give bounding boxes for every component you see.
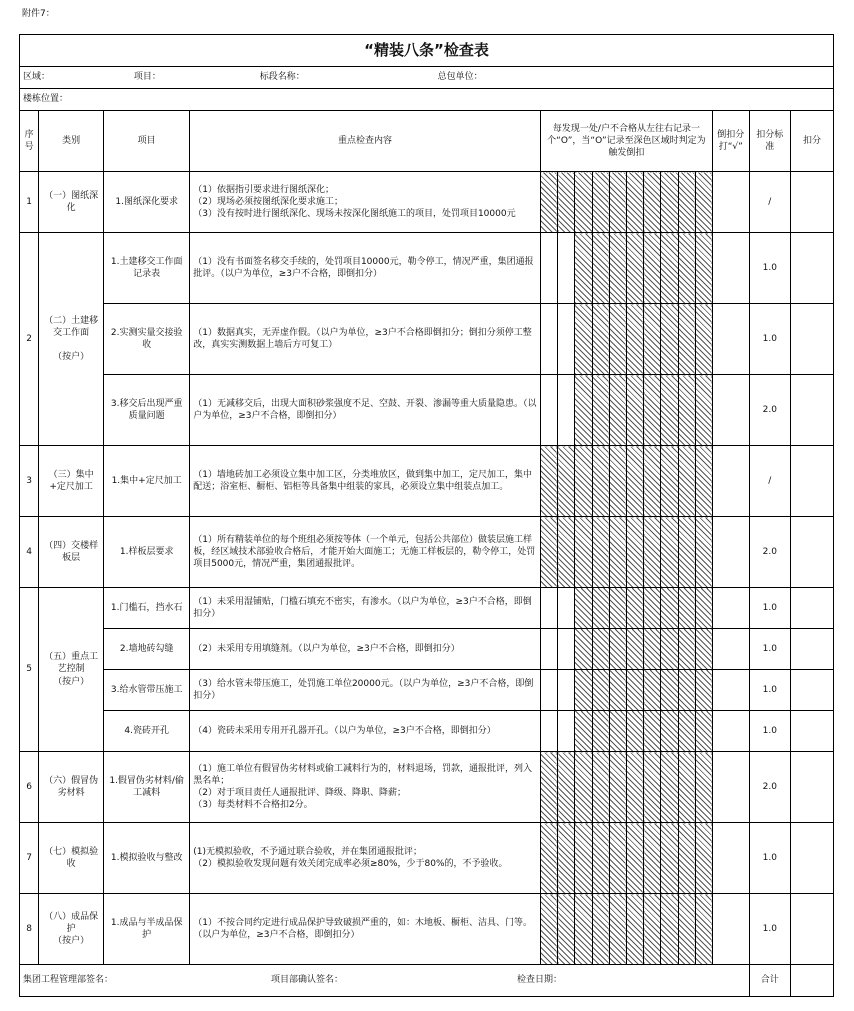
row-deduct-cell[interactable]	[791, 670, 834, 711]
total-label: 合计	[749, 965, 791, 997]
record-cell[interactable]	[609, 823, 626, 894]
header-standard: 扣分标准	[749, 111, 791, 172]
record-cell[interactable]	[626, 304, 643, 375]
table-row	[20, 446, 834, 517]
header-record: 每发现一处/户不合格从左往右记录一个“O”，当“O”记录至深色区域时判定为触发倒扣	[540, 111, 712, 172]
footer-row	[20, 965, 834, 997]
record-cell[interactable]	[644, 670, 661, 711]
record-cell[interactable]	[695, 172, 712, 233]
row-item: 2.实测实量交接验收	[104, 304, 190, 375]
row-content: （2）未采用专用填缝剂。（以户为单位，≥3户不合格，即倒扣分）	[190, 629, 541, 670]
record-cell[interactable]	[540, 446, 557, 517]
row-standard: 1.0	[749, 894, 791, 965]
row-standard: 1.0	[749, 588, 791, 629]
record-cell[interactable]	[695, 517, 712, 588]
record-cell[interactable]	[695, 629, 712, 670]
record-cell[interactable]	[558, 172, 575, 233]
row-category: （八）成品保护 （按户）	[39, 894, 104, 965]
reverse-checkbox-cell[interactable]	[713, 517, 749, 588]
record-cell[interactable]	[626, 588, 643, 629]
record-cell[interactable]	[575, 670, 592, 711]
row-deduct-cell[interactable]	[791, 629, 834, 670]
reverse-checkbox-cell[interactable]	[713, 670, 749, 711]
table-row	[20, 304, 834, 375]
record-cell[interactable]	[609, 588, 626, 629]
record-cell[interactable]	[626, 670, 643, 711]
table-row	[20, 588, 834, 629]
row-item: 1.土建移交工作面记录表	[104, 233, 190, 304]
header-content: 重点检查内容	[190, 111, 541, 172]
record-cell[interactable]	[644, 172, 661, 233]
row-category: （三）集中+定尺加工	[39, 446, 104, 517]
row-deduct-cell[interactable]	[791, 304, 834, 375]
record-cell[interactable]	[661, 629, 678, 670]
record-cell[interactable]	[644, 446, 661, 517]
table-row	[20, 823, 834, 894]
row-content: （3）给水管未带压施工，处罚施工单位20000元。（以户为单位，≥3户不合格，即倒扣分）	[190, 670, 541, 711]
row-seq: 5	[20, 588, 39, 752]
record-cell[interactable]	[609, 446, 626, 517]
record-cell[interactable]	[540, 304, 557, 375]
row-deduct-cell[interactable]	[791, 446, 834, 517]
area-label: 区域：	[23, 72, 51, 83]
record-cell[interactable]	[661, 375, 678, 446]
record-cell[interactable]	[661, 670, 678, 711]
record-cell[interactable]	[678, 446, 695, 517]
header-item: 项目	[104, 111, 190, 172]
row-deduct-cell[interactable]	[791, 588, 834, 629]
row-deduct-cell[interactable]	[791, 823, 834, 894]
row-item: 1.门槛石，挡水石	[104, 588, 190, 629]
record-cell[interactable]	[609, 629, 626, 670]
record-cell[interactable]	[644, 375, 661, 446]
record-cell[interactable]	[575, 711, 592, 752]
record-cell[interactable]	[678, 823, 695, 894]
record-cell[interactable]	[626, 629, 643, 670]
record-cell[interactable]	[609, 752, 626, 823]
row-content: （1）依据指引要求进行图纸深化； （2）现场必须按图纸深化要求施工； （3）没有按时进行图纸深化、现场未按深化图纸施工的项目，处罚项目10000元	[190, 172, 541, 233]
record-cell[interactable]	[575, 752, 592, 823]
reverse-checkbox-cell[interactable]	[713, 304, 749, 375]
row-content: （1）施工单位有假冒伪劣材料或偷工减料行为的，材料退场，罚款，通报批评，列入黑名单； （2）对于项目责任人通报批评、降级、降职、降薪； （3）每类材料不合格扣2分。	[190, 752, 541, 823]
table-row	[20, 752, 834, 823]
row-seq: 1	[20, 172, 39, 233]
record-cell[interactable]	[644, 894, 661, 965]
record-cell[interactable]	[540, 711, 557, 752]
row-deduct-cell[interactable]	[791, 752, 834, 823]
record-cell[interactable]	[626, 517, 643, 588]
record-cell[interactable]	[609, 172, 626, 233]
section-label: 标段名称：	[259, 72, 305, 83]
record-cell[interactable]	[626, 172, 643, 233]
record-cell[interactable]	[558, 375, 575, 446]
row-category: （七）模拟验收	[39, 823, 104, 894]
row-item: 3.给水管带压施工	[104, 670, 190, 711]
row-seq: 8	[20, 894, 39, 965]
record-cell[interactable]	[678, 670, 695, 711]
table-row	[20, 517, 834, 588]
row-content: （1）没有书面签名移交手续的，处罚项目10000元，勒令停工，情况严重，集团通报批评。（以户为单位，≥3户不合格，即倒扣分）	[190, 233, 541, 304]
reverse-checkbox-cell[interactable]	[713, 233, 749, 304]
record-cell[interactable]	[575, 172, 592, 233]
row-standard: 1.0	[749, 233, 791, 304]
reverse-checkbox-cell[interactable]	[713, 823, 749, 894]
record-cell[interactable]	[575, 823, 592, 894]
record-cell[interactable]	[644, 304, 661, 375]
record-cell[interactable]	[661, 517, 678, 588]
row-category: （六）假冒伪劣材料	[39, 752, 104, 823]
record-cell[interactable]	[626, 233, 643, 304]
record-cell[interactable]	[678, 588, 695, 629]
record-cell[interactable]	[592, 304, 609, 375]
row-item: 1.成品与半成品保护	[104, 894, 190, 965]
row-deduct-cell[interactable]	[791, 711, 834, 752]
record-cell[interactable]	[592, 823, 609, 894]
record-cell[interactable]	[695, 233, 712, 304]
record-cell[interactable]	[592, 233, 609, 304]
row-category: （五）重点工艺控制 （按户）	[39, 588, 104, 752]
row-standard: 1.0	[749, 711, 791, 752]
record-cell[interactable]	[661, 823, 678, 894]
row-content: （1）未采用湿铺贴，门槛石填充不密实，有渗水。（以户为单位，≥3户不合格，即倒扣分）	[190, 588, 541, 629]
reverse-checkbox-cell[interactable]	[713, 752, 749, 823]
record-cell[interactable]	[558, 446, 575, 517]
record-cell[interactable]	[540, 375, 557, 446]
row-item: 3.移交后出现严重质量问题	[104, 375, 190, 446]
row-item: 2.墙地砖勾缝	[104, 629, 190, 670]
record-cell[interactable]	[695, 711, 712, 752]
record-cell[interactable]	[558, 629, 575, 670]
page-title: “精装八条”检查表	[20, 35, 834, 67]
record-cell[interactable]	[644, 517, 661, 588]
row-content: （1）数据真实，无弄虚作假。（以户为单位，≥3户不合格即倒扣分；倒扣分须停工整改，真实实测数据上墙后方可复工）	[190, 304, 541, 375]
table-row	[20, 233, 834, 304]
record-cell[interactable]	[592, 629, 609, 670]
record-cell[interactable]	[558, 233, 575, 304]
row-seq: 6	[20, 752, 39, 823]
inspection-table	[19, 34, 834, 997]
table-row	[20, 629, 834, 670]
record-cell[interactable]	[678, 517, 695, 588]
row-standard: /	[749, 172, 791, 233]
record-cell[interactable]	[695, 446, 712, 517]
record-cell[interactable]	[626, 446, 643, 517]
record-cell[interactable]	[678, 894, 695, 965]
record-cell[interactable]	[678, 375, 695, 446]
row-seq: 3	[20, 446, 39, 517]
contractor-label: 总包单位：	[437, 72, 483, 83]
row-standard: 1.0	[749, 304, 791, 375]
row-content: (1)无模拟验收，不予通过联合验收，并在集团通报批评； （2）模拟验收发现问题有效关闭完成率必须≥80%，少于80%的，不予验收。	[190, 823, 541, 894]
record-cell[interactable]	[695, 894, 712, 965]
project-label: 项目：	[133, 72, 161, 83]
row-item: 1.假冒伪劣材料/偷工减料	[104, 752, 190, 823]
record-cell[interactable]	[558, 711, 575, 752]
table-row	[20, 894, 834, 965]
record-cell[interactable]	[558, 670, 575, 711]
table-row	[20, 670, 834, 711]
row-category: （四）交楼样板层	[39, 517, 104, 588]
record-cell[interactable]	[540, 752, 557, 823]
record-cell[interactable]	[540, 823, 557, 894]
record-cell[interactable]	[678, 304, 695, 375]
header-seq: 序号	[20, 111, 39, 172]
record-cell[interactable]	[661, 446, 678, 517]
record-cell[interactable]	[626, 752, 643, 823]
reverse-checkbox-cell[interactable]	[713, 446, 749, 517]
record-cell[interactable]	[575, 446, 592, 517]
record-cell[interactable]	[661, 894, 678, 965]
record-cell[interactable]	[575, 629, 592, 670]
record-cell[interactable]	[609, 304, 626, 375]
row-item: 1.模拟验收与整改	[104, 823, 190, 894]
record-cell[interactable]	[644, 823, 661, 894]
row-standard: 1.0	[749, 629, 791, 670]
record-cell[interactable]	[644, 588, 661, 629]
record-cell[interactable]	[592, 711, 609, 752]
record-cell[interactable]	[592, 670, 609, 711]
record-cell[interactable]	[575, 304, 592, 375]
record-cell[interactable]	[558, 752, 575, 823]
row-seq: 7	[20, 823, 39, 894]
row-standard: 2.0	[749, 517, 791, 588]
header-reverse: 倒扣分打“√”	[713, 111, 749, 172]
row-standard: 2.0	[749, 375, 791, 446]
record-cell[interactable]	[609, 894, 626, 965]
record-cell[interactable]	[695, 752, 712, 823]
row-content: （4）瓷砖未采用专用开孔器开孔。（以户为单位，≥3户不合格，即倒扣分）	[190, 711, 541, 752]
record-cell[interactable]	[644, 629, 661, 670]
record-cell[interactable]	[609, 517, 626, 588]
record-cell[interactable]	[695, 588, 712, 629]
row-content: （1）墙地砖加工必须设立集中加工区，分类堆放区，做到集中加工，定尺加工，集中配送；浴室柜、橱柜、铝柜等具备集中组装的家具，必须设立集中组装点加工。	[190, 446, 541, 517]
record-cell[interactable]	[540, 517, 557, 588]
header-deduct: 扣分	[791, 111, 834, 172]
row-standard: 2.0	[749, 752, 791, 823]
record-cell[interactable]	[540, 894, 557, 965]
record-cell[interactable]	[678, 233, 695, 304]
project-signature-label: 项目部确认签名：	[271, 975, 344, 986]
record-cell[interactable]	[540, 233, 557, 304]
reverse-checkbox-cell[interactable]	[713, 894, 749, 965]
row-item: 1.图纸深化要求	[104, 172, 190, 233]
record-cell[interactable]	[644, 752, 661, 823]
reverse-checkbox-cell[interactable]	[713, 375, 749, 446]
record-cell[interactable]	[558, 894, 575, 965]
record-cell[interactable]	[558, 304, 575, 375]
table-row	[20, 172, 834, 233]
record-cell[interactable]	[678, 752, 695, 823]
record-cell[interactable]	[695, 670, 712, 711]
record-cell[interactable]	[609, 711, 626, 752]
record-cell[interactable]	[695, 823, 712, 894]
row-item: 4.瓷砖开孔	[104, 711, 190, 752]
record-cell[interactable]	[661, 172, 678, 233]
record-cell[interactable]	[626, 711, 643, 752]
record-cell[interactable]	[661, 711, 678, 752]
record-cell[interactable]	[592, 446, 609, 517]
table-row	[20, 375, 834, 446]
record-cell[interactable]	[626, 823, 643, 894]
record-cell[interactable]	[678, 711, 695, 752]
record-cell[interactable]	[575, 894, 592, 965]
header-category: 类别	[39, 111, 104, 172]
row-standard: 1.0	[749, 670, 791, 711]
row-item: 1.样板层要求	[104, 517, 190, 588]
record-cell[interactable]	[644, 711, 661, 752]
record-cell[interactable]	[575, 375, 592, 446]
record-cell[interactable]	[609, 375, 626, 446]
row-standard: /	[749, 446, 791, 517]
row-content: （1）所有精装单位的每个班组必须按等体（一个单元，包括公共部位）做装层施工样板，经区域技术部验收合格后，才能开始大面施工；无施工样板层的，勒令停工，处罚项目5000元，情况严重，集团通报批评。	[190, 517, 541, 588]
row-deduct-cell[interactable]	[791, 233, 834, 304]
check-date-label: 检查日期：	[517, 975, 563, 986]
record-cell[interactable]	[661, 588, 678, 629]
total-value-cell[interactable]	[791, 965, 834, 997]
reverse-checkbox-cell[interactable]	[713, 711, 749, 752]
record-cell[interactable]	[592, 894, 609, 965]
record-cell[interactable]	[575, 588, 592, 629]
row-deduct-cell[interactable]	[791, 375, 834, 446]
record-cell[interactable]	[695, 304, 712, 375]
record-cell[interactable]	[592, 752, 609, 823]
record-cell[interactable]	[609, 670, 626, 711]
record-cell[interactable]	[661, 233, 678, 304]
record-cell[interactable]	[644, 233, 661, 304]
record-cell[interactable]	[592, 375, 609, 446]
record-cell[interactable]	[592, 172, 609, 233]
record-cell[interactable]	[575, 517, 592, 588]
building-label: 楼栋位置：	[20, 89, 834, 111]
record-cell[interactable]	[626, 375, 643, 446]
record-cell[interactable]	[695, 375, 712, 446]
signature-row	[20, 965, 750, 997]
record-cell[interactable]	[558, 823, 575, 894]
row-content: （1）无减移交后，出现大面积砂浆强度不足、空鼓、开裂、渗漏等重大质量隐患。（以户为单位，≥3户不合格，即倒扣分）	[190, 375, 541, 446]
row-deduct-cell[interactable]	[791, 517, 834, 588]
record-cell[interactable]	[540, 629, 557, 670]
reverse-checkbox-cell[interactable]	[713, 172, 749, 233]
row-category: （二）土建移交工作面 （按户）	[39, 233, 104, 446]
row-deduct-cell[interactable]	[791, 172, 834, 233]
row-content: （1）不按合同约定进行成品保护导致破损严重的，如：木地板、橱柜、洁具、门等。（以户为单位，≥3户不合格，即倒扣分）	[190, 894, 541, 965]
record-cell[interactable]	[678, 172, 695, 233]
row-deduct-cell[interactable]	[791, 894, 834, 965]
record-cell[interactable]	[540, 172, 557, 233]
info-row	[20, 67, 834, 89]
record-cell[interactable]	[540, 670, 557, 711]
row-item: 1.集中+定尺加工	[104, 446, 190, 517]
row-seq: 2	[20, 233, 39, 446]
record-cell[interactable]	[592, 588, 609, 629]
record-cell[interactable]	[558, 517, 575, 588]
attachment-label: 附件7：	[22, 9, 55, 19]
table-row	[20, 711, 834, 752]
mgmt-signature-label: 集团工程管理部签名：	[23, 975, 114, 986]
record-cell[interactable]	[575, 233, 592, 304]
reverse-checkbox-cell[interactable]	[713, 629, 749, 670]
record-cell[interactable]	[678, 629, 695, 670]
record-cell[interactable]	[661, 304, 678, 375]
record-cell[interactable]	[626, 894, 643, 965]
row-seq: 4	[20, 517, 39, 588]
row-category: （一）图纸深化	[39, 172, 104, 233]
record-cell[interactable]	[540, 588, 557, 629]
record-cell[interactable]	[661, 752, 678, 823]
record-cell[interactable]	[609, 233, 626, 304]
record-cell[interactable]	[558, 588, 575, 629]
record-cell[interactable]	[592, 517, 609, 588]
reverse-checkbox-cell[interactable]	[713, 588, 749, 629]
row-standard: 1.0	[749, 823, 791, 894]
